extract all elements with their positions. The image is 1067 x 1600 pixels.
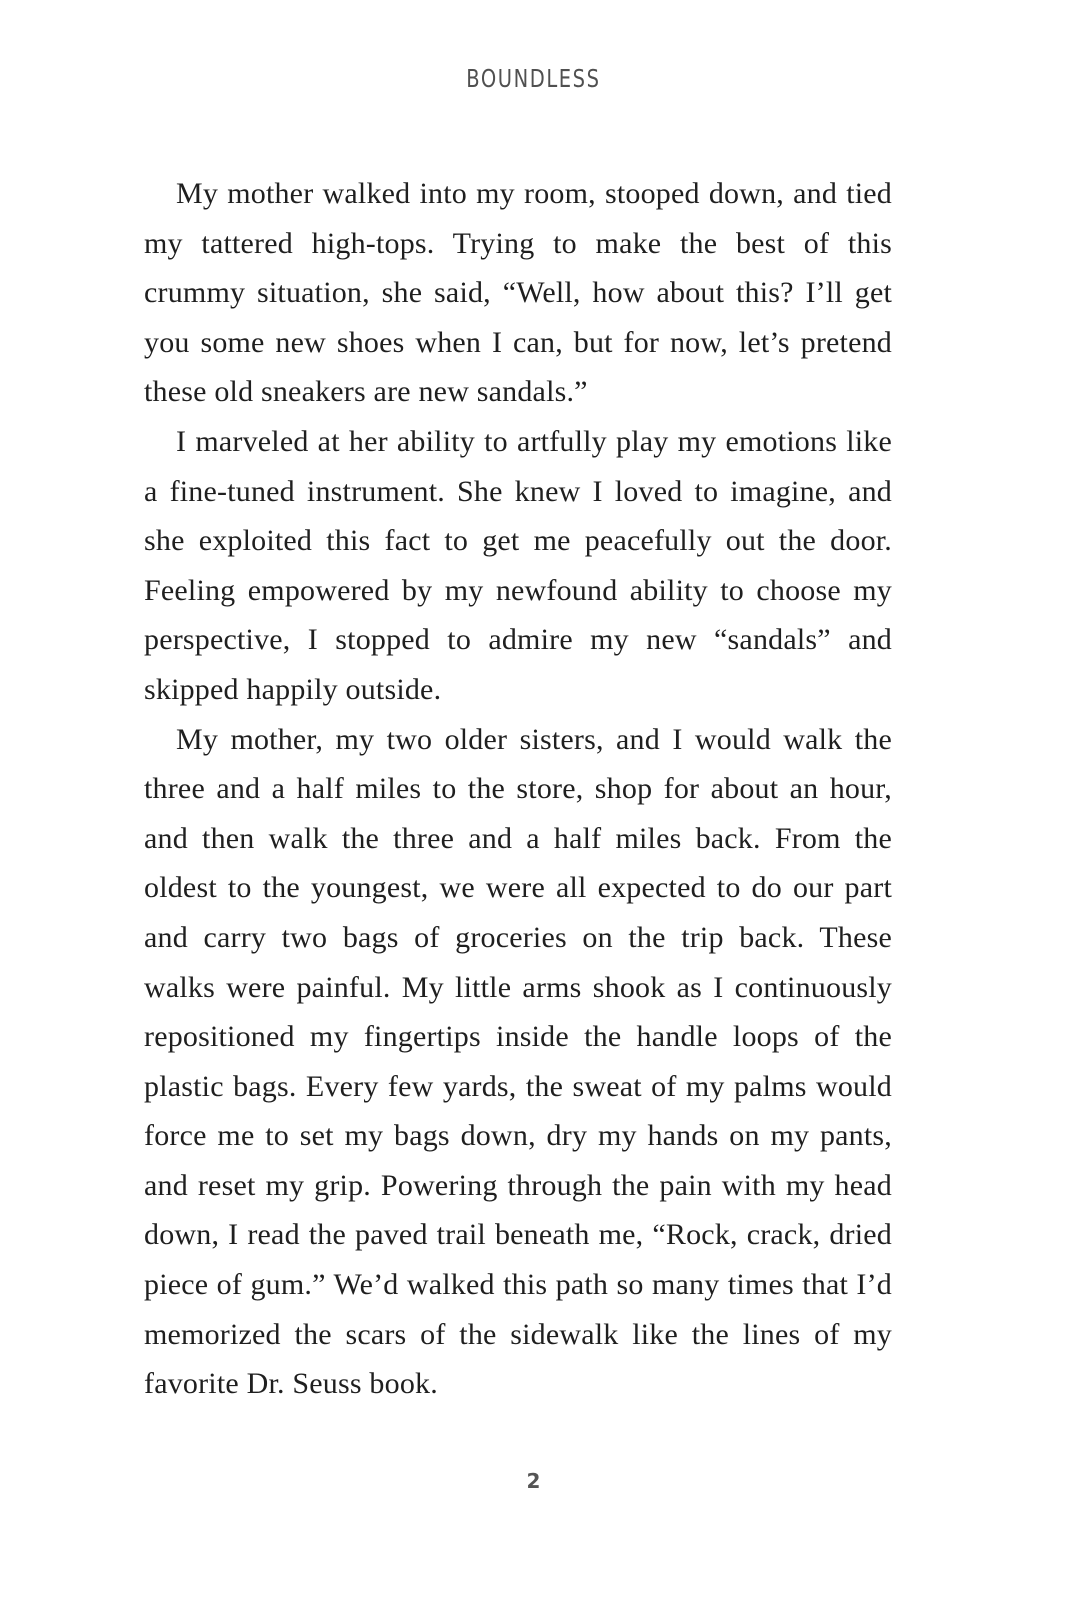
running-head-title: BOUNDLESS xyxy=(466,64,601,93)
body-text xyxy=(144,169,892,1409)
paragraph-1: My mother walked into my room, stooped down, and tied my tattered high-tops. Trying to make the best of this crummy situation, she said, “Well, how about this? I’ll get you some new shoes when I can, but for now, let’s pretend these old sneakers are new sandals.” xyxy=(144,177,892,409)
paragraph-2: I marveled at her ability to artfully play my emotions like a fine-tuned instrument. She knew I loved to imagine, and she exploited this fact to get me peacefully out the door. Feeling empowered by my newfound ability to choose my perspective, I stopped to admire my new “sandals” and skipped happily outside. xyxy=(144,424,892,706)
page-number: 2 xyxy=(526,1469,541,1493)
paragraph-3: My mother, my two older sisters, and I would walk the three and a half miles to the store, shop for about an hour, and then walk the three and a half miles back. From the oldest to the youngest, we were all expected to do our part and carry two bags of groceries on the trip back. These walks were painful. My little arms shook as I continuously repositioned my fingertips inside the handle loops of the plastic bags. Every few yards, the sweat of my palms would force me to set my bags down, dry my hands on my pants, and reset my grip. Powering through the pain with my head down, I read the paved trail beneath me, “Rock, crack, dried piece of gum.” We’d walked this path so many times that I’d memorized the scars of the sidewalk like the lines of my favorite Dr. Seuss book. xyxy=(144,722,892,1401)
